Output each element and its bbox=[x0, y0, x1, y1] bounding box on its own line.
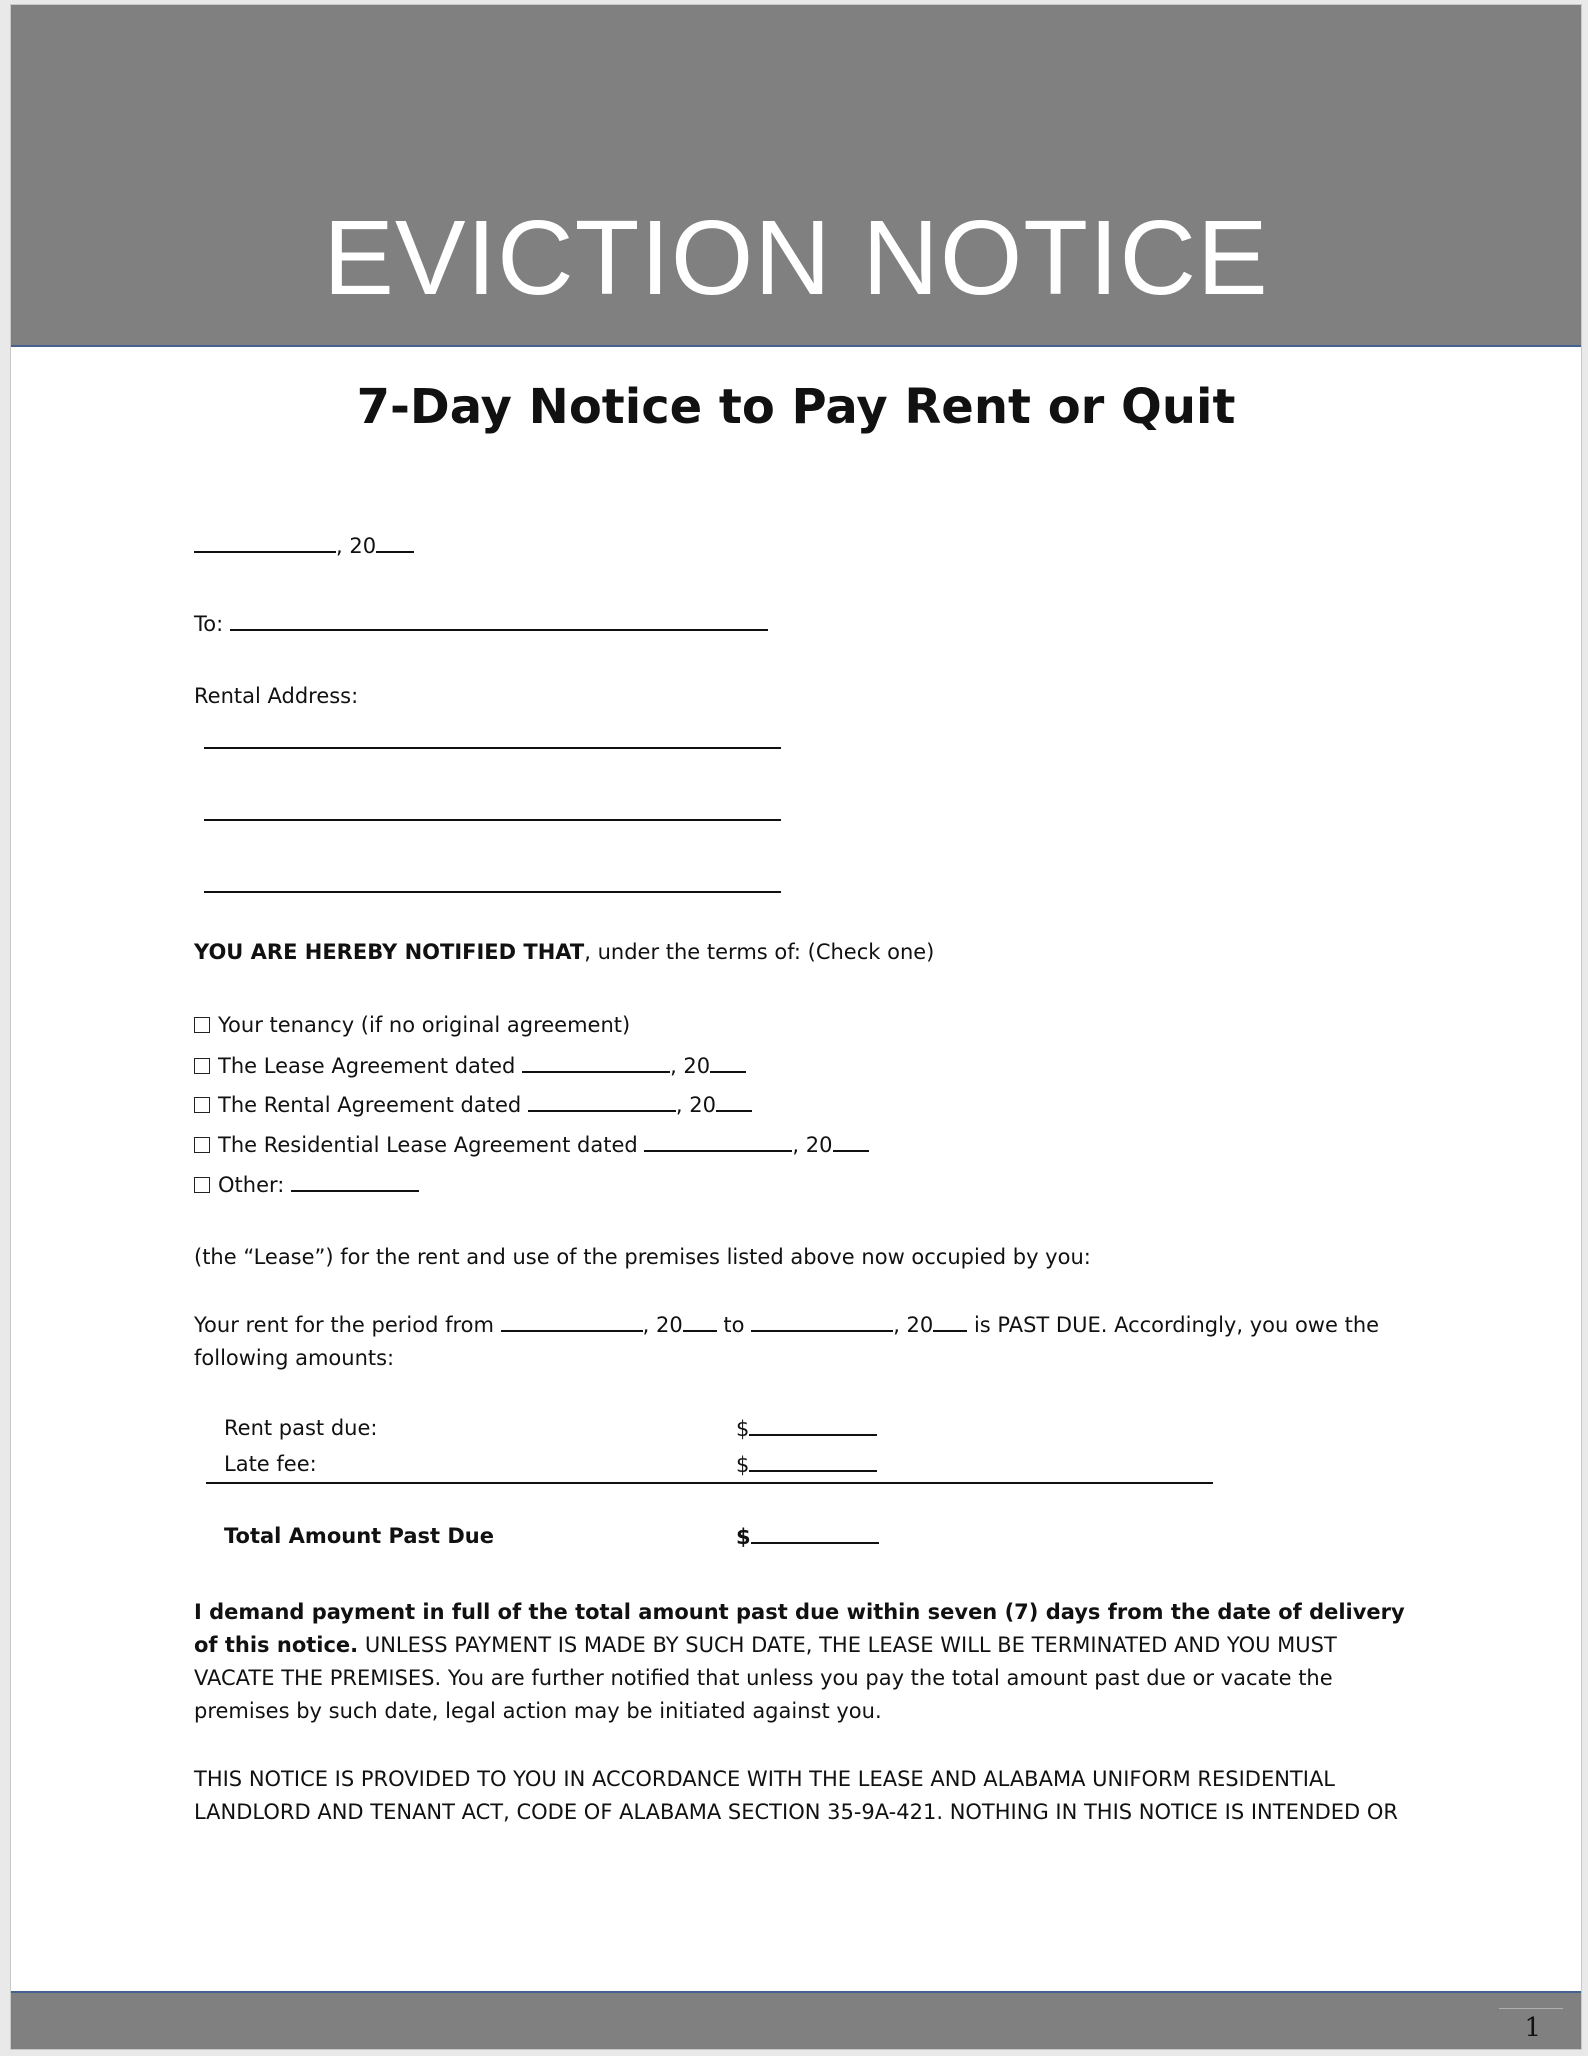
notice-subtitle: 7-Day Notice to Pay Rent or Quit bbox=[356, 379, 1236, 435]
date-year-blank[interactable] bbox=[376, 533, 414, 553]
option-rental-agreement[interactable]: The Rental Agreement dated , 20 bbox=[194, 1092, 752, 1117]
rent-amount-blank[interactable] bbox=[749, 1416, 877, 1436]
amounts-divider bbox=[206, 1482, 1213, 1484]
date-blank[interactable] bbox=[522, 1053, 670, 1073]
checkbox[interactable] bbox=[194, 1058, 210, 1074]
rent-past-due-amount: $ bbox=[736, 1416, 877, 1441]
demand-paragraph: I demand payment in full of the total amount past due within seven (7) days from the date of delivery of this notice. UNLESS PAYMENT IS MADE BY SUCH DATE, THE LEASE WILL BE TERMINATED AND YOU MUST VACATE THE PREMISES. You are further notified that unless you pay the total amount past due or vacate the premises by such date, legal action may be initiated against you. bbox=[194, 1600, 1405, 1723]
to-blank[interactable] bbox=[230, 611, 768, 631]
late-fee-blank[interactable] bbox=[749, 1452, 877, 1472]
address-line-3[interactable] bbox=[204, 891, 781, 893]
rent-period-line: Your rent for the period from , 20 to , 20 is PAST DUE. Accordingly, you owe the bbox=[194, 1313, 1380, 1337]
rental-address-label: Rental Address: bbox=[194, 684, 359, 708]
rent-past-due-label: Rent past due: bbox=[224, 1416, 378, 1440]
checkbox[interactable] bbox=[194, 1017, 210, 1033]
from-year-blank[interactable] bbox=[683, 1312, 717, 1332]
late-fee-amount: $ bbox=[736, 1452, 877, 1477]
checkbox[interactable] bbox=[194, 1097, 210, 1113]
date-month-blank[interactable] bbox=[194, 533, 336, 553]
page-number-rule bbox=[1499, 2008, 1563, 2009]
to-date-blank[interactable] bbox=[751, 1312, 893, 1332]
total-label: Total Amount Past Due bbox=[224, 1524, 494, 1548]
year-blank[interactable] bbox=[710, 1053, 746, 1073]
date-blank[interactable] bbox=[528, 1092, 676, 1112]
to-year-blank[interactable] bbox=[933, 1312, 967, 1332]
checkbox[interactable] bbox=[194, 1137, 210, 1153]
total-amount-blank[interactable] bbox=[751, 1524, 879, 1544]
footer-band bbox=[11, 1991, 1581, 2049]
address-line-1[interactable] bbox=[204, 747, 781, 749]
year-blank[interactable] bbox=[716, 1092, 752, 1112]
total-amount: $ bbox=[736, 1524, 879, 1549]
document-title: EVICTION NOTICE bbox=[323, 199, 1269, 317]
page-number: 1 bbox=[1524, 2013, 1541, 2043]
option-lease-agreement[interactable]: The Lease Agreement dated , 20 bbox=[194, 1053, 746, 1078]
address-line-2[interactable] bbox=[204, 819, 781, 821]
to-line bbox=[194, 611, 768, 636]
date-blank[interactable] bbox=[644, 1132, 792, 1152]
rent-period-line-2: following amounts: bbox=[194, 1346, 395, 1370]
lease-line: (the “Lease”) for the rent and use of the premises listed above now occupied by you: bbox=[194, 1245, 1091, 1269]
header-band bbox=[11, 5, 1581, 347]
other-blank[interactable] bbox=[291, 1172, 419, 1192]
legal-paragraph: THIS NOTICE IS PROVIDED TO YOU IN ACCORDANCE WITH THE LEASE AND ALABAMA UNIFORM RESIDENTIAL LANDLORD AND TENANT ACT, CODE OF ALABAMA SECTION 35-9A-421. NOTHING IN THIS NOTICE IS INTENDED OR bbox=[194, 1767, 1398, 1824]
from-date-blank[interactable] bbox=[501, 1312, 643, 1332]
option-other[interactable]: Other: bbox=[194, 1172, 419, 1197]
document-page bbox=[10, 4, 1582, 2050]
checkbox[interactable] bbox=[194, 1177, 210, 1193]
date-line: , 20 bbox=[194, 533, 414, 558]
notified-line: YOU ARE HEREBY NOTIFIED THAT, under the terms of: (Check one) bbox=[194, 940, 935, 964]
late-fee-label: Late fee: bbox=[224, 1452, 317, 1476]
year-blank[interactable] bbox=[833, 1132, 869, 1152]
option-residential-lease[interactable]: The Residential Lease Agreement dated , 20 bbox=[194, 1132, 869, 1157]
option-tenancy[interactable]: Your tenancy (if no original agreement) bbox=[194, 1013, 630, 1037]
to-label: To: bbox=[194, 612, 224, 636]
